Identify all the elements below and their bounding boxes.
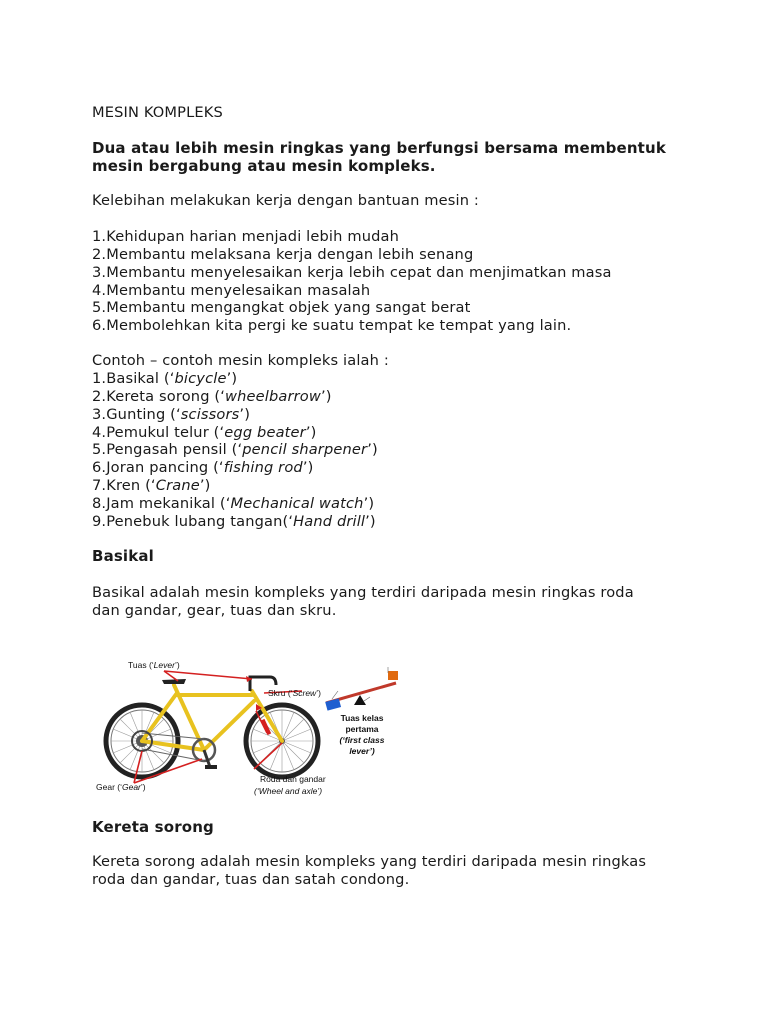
label-wheel-and-axle: (‘Wheel and axle’) xyxy=(254,786,323,796)
example-item: 9.Penebuk lubang tangan(‘Hand drill’) xyxy=(92,513,376,530)
section-body-line: Kereta sorong adalah mesin kompleks yang terdiri daripada mesin ringkas xyxy=(92,853,647,870)
example-item: 6.Joran pancing (‘fishing rod’) xyxy=(92,459,314,476)
effort-block xyxy=(388,671,398,680)
lever-caption-3: (‘first class xyxy=(339,735,385,745)
section-body-line: dan gandar, gear, tuas dan skru. xyxy=(92,602,337,619)
advantage-item: 6.Membolehkan kita pergi ke suatu tempat ke tempat yang lain. xyxy=(92,317,572,334)
label-tuas: Tuas (‘Lever’) xyxy=(128,660,180,670)
definition-line-1: Dua atau lebih mesin ringkas yang berfungsi bersama membentuk xyxy=(92,139,666,157)
example-item: 1.Basikal (‘bicycle’) xyxy=(92,370,238,387)
example-item: 3.Gunting (‘scissors’) xyxy=(92,406,251,423)
example-item: 2.Kereta sorong (‘wheelbarrow’) xyxy=(92,388,332,405)
bicycle-diagram xyxy=(92,655,412,803)
lever-caption-2: pertama xyxy=(345,724,379,734)
label-gear: Gear (‘Gear’) xyxy=(96,782,146,792)
advantage-item: 3.Membantu menyelesaikan kerja lebih cepat dan menjimatkan masa xyxy=(92,264,612,281)
section-heading-basikal: Basikal xyxy=(92,547,154,565)
example-item: 7.Kren (‘Crane’) xyxy=(92,477,211,494)
section-body-line: Basikal adalah mesin kompleks yang terdiri daripada mesin ringkas roda xyxy=(92,584,634,601)
load-block xyxy=(325,698,341,710)
bicycle-frame xyxy=(142,685,282,750)
example-item: 5.Pengasah pensil (‘pencil sharpener’) xyxy=(92,441,378,458)
lever-caption-1: Tuas kelas xyxy=(340,713,384,723)
advantage-item: 5.Membantu mengangkat objek yang sangat berat xyxy=(92,299,471,316)
seat xyxy=(162,679,186,684)
advantages-heading: Kelebihan melakukan kerja dengan bantuan mesin : xyxy=(92,192,479,209)
examples-heading: Contoh – contoh mesin kompleks ialah : xyxy=(92,352,389,369)
advantage-item: 4.Membantu menyelesaikan masalah xyxy=(92,282,371,299)
first-class-lever-diagram xyxy=(325,667,398,756)
lever-caption-4: lever’) xyxy=(349,746,375,756)
bicycle-figure xyxy=(92,655,412,800)
fulcrum-icon xyxy=(354,695,366,705)
advantage-item: 1.Kehidupan harian menjadi lebih mudah xyxy=(92,228,399,245)
section-heading-kereta-sorong: Kereta sorong xyxy=(92,818,214,836)
label-roda-dan-gandar: Roda dan gandar xyxy=(260,774,326,784)
section-body-line: roda dan gandar, tuas dan satah condong. xyxy=(92,871,410,888)
label-skru: Skru (‘Screw’) xyxy=(268,688,321,698)
example-item: 4.Pemukul telur (‘egg beater’) xyxy=(92,424,317,441)
page-title: MESIN KOMPLEKS xyxy=(92,104,223,121)
advantage-item: 2.Membantu melaksana kerja dengan lebih senang xyxy=(92,246,474,263)
definition-line-2: mesin bergabung atau mesin kompleks. xyxy=(92,157,436,175)
example-item: 8.Jam mekanikal (‘Mechanical watch’) xyxy=(92,495,375,512)
